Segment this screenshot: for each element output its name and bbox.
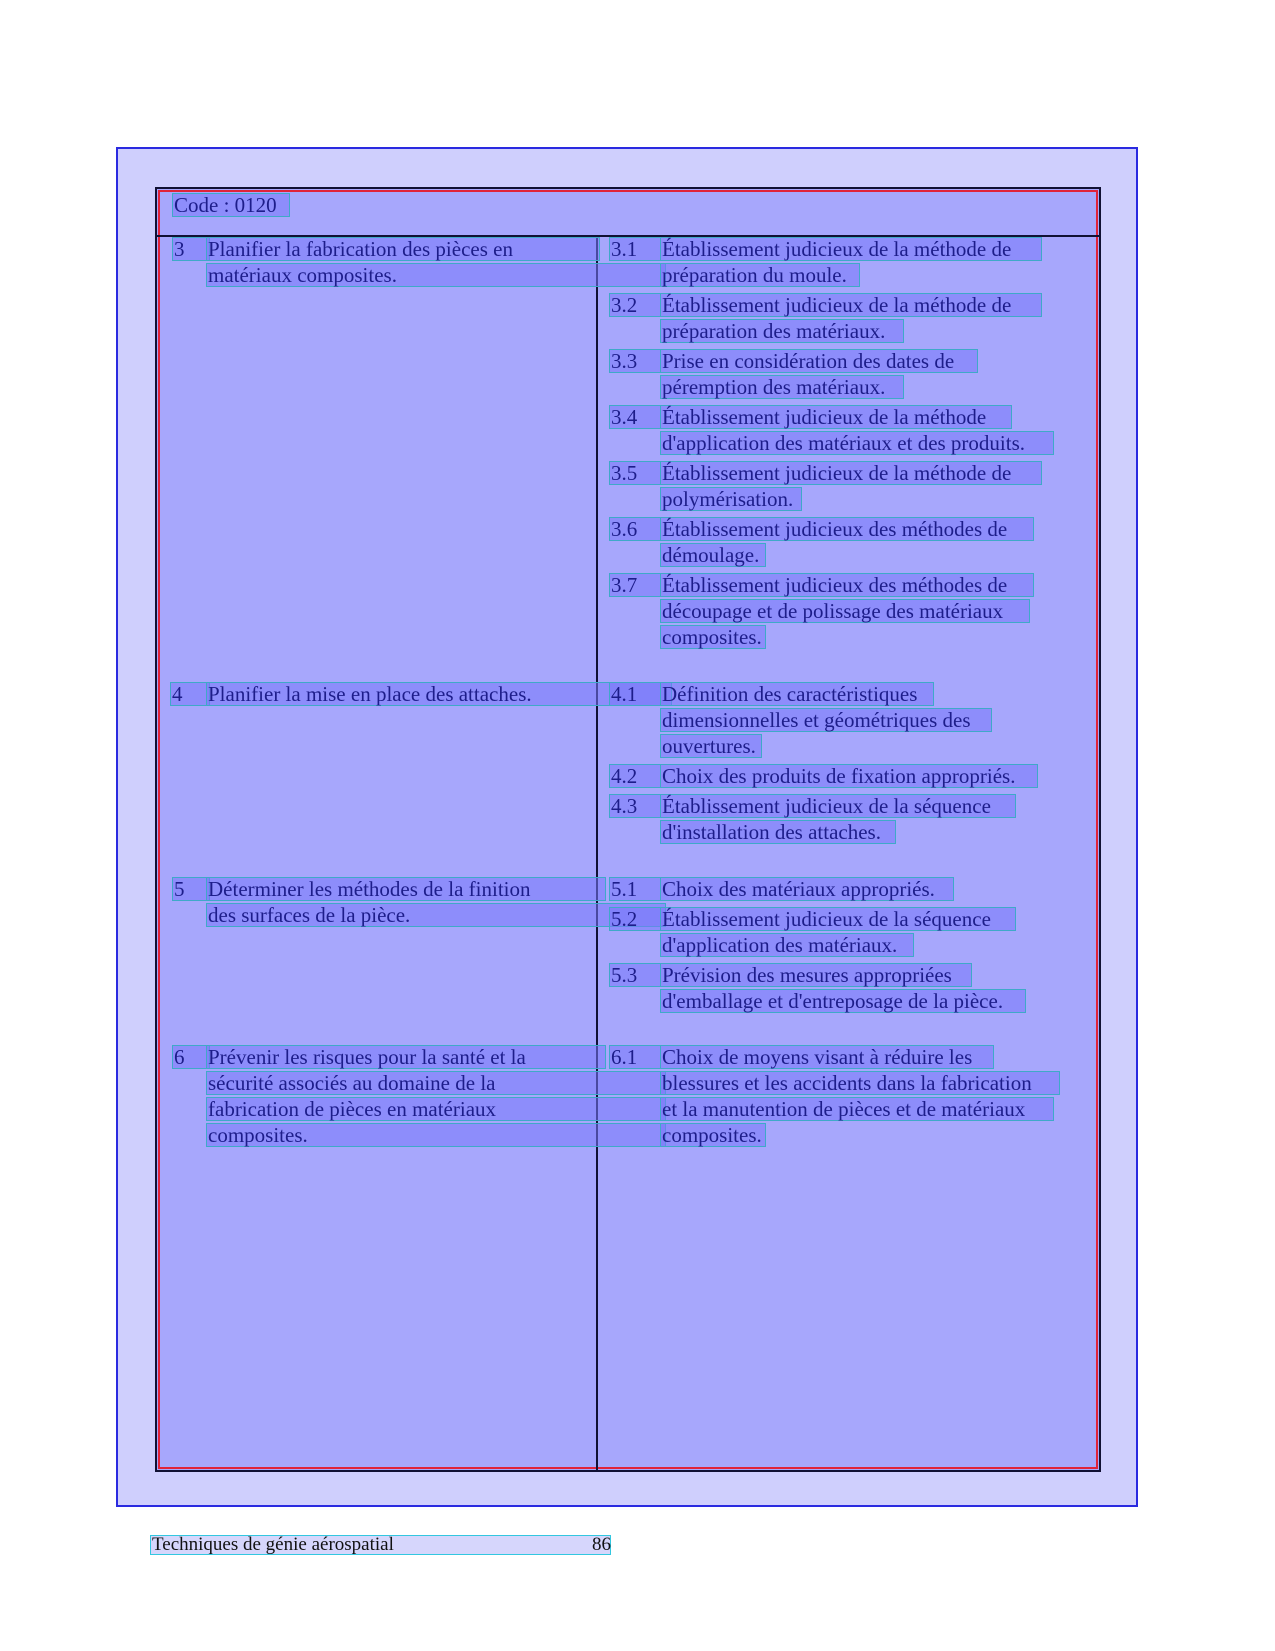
criterion-line: Choix des matériaux appropriés.: [660, 877, 954, 901]
competency-title-line: sécurité associés au domaine de la: [206, 1071, 666, 1095]
criterion-number: 5.3: [609, 963, 661, 987]
criterion-line: d'application des matériaux.: [660, 933, 914, 957]
criterion-line: Établissement judicieux de la méthode de: [660, 293, 1042, 317]
footer-program: Techniques de génie aérospatial: [152, 1534, 394, 1555]
criterion-line: composites.: [660, 1123, 766, 1147]
competency-number: 3: [172, 237, 210, 261]
competency-title-line: Prévenir les risques pour la santé et la: [206, 1045, 606, 1069]
competency-title-line: matériaux composites.: [206, 263, 666, 287]
code-label: Code : 0120: [172, 193, 290, 217]
competency-number: 6: [172, 1045, 210, 1069]
criterion-line: d'emballage et d'entreposage de la pièce.: [660, 989, 1026, 1013]
competency-table: [155, 187, 1101, 1472]
column-divider: [596, 237, 598, 1471]
criterion-number: 3.3: [609, 349, 661, 373]
criterion-number: 3.7: [609, 573, 661, 597]
page-number: 86: [592, 1534, 611, 1555]
criterion-number: 3.5: [609, 461, 661, 485]
criterion-line: Établissement judicieux de la méthode de: [660, 237, 1042, 261]
criterion-line: Prévision des mesures appropriées: [660, 963, 972, 987]
criterion-line: dimensionnelles et géométriques des: [660, 708, 992, 732]
criterion-line: Définition des caractéristiques: [660, 682, 934, 706]
criterion-number: 5.1: [609, 877, 661, 901]
criterion-line: Prise en considération des dates de: [660, 349, 978, 373]
criterion-number: 5.2: [609, 907, 661, 931]
competency-title-line: Planifier la mise en place des attaches.: [206, 682, 672, 706]
criterion-number: 4.1: [609, 682, 661, 706]
criterion-line: Établissement judicieux de la méthode de: [660, 461, 1042, 485]
criterion-line: Choix des produits de fixation appropriés.: [660, 764, 1038, 788]
criterion-number: 3.6: [609, 517, 661, 541]
criterion-line: découpage et de polissage des matériaux: [660, 599, 1030, 623]
criterion-line: et la manutention de pièces et de matériaux: [660, 1097, 1054, 1121]
criterion-line: préparation des matériaux.: [660, 319, 904, 343]
criterion-line: Établissement judicieux de la séquence: [660, 794, 1016, 818]
criterion-line: démoulage.: [660, 543, 766, 567]
competency-number: 4: [170, 682, 210, 706]
criterion-line: blessures et les accidents dans la fabrication: [660, 1071, 1060, 1095]
criterion-number: 4.2: [609, 764, 661, 788]
competency-title-line: composites.: [206, 1123, 666, 1147]
criterion-number: 6.1: [609, 1045, 661, 1069]
criterion-line: Établissement judicieux de la méthode: [660, 405, 1012, 429]
criterion-line: polymérisation.: [660, 487, 802, 511]
criterion-line: ouvertures.: [660, 734, 762, 758]
criterion-line: composites.: [660, 625, 766, 649]
criterion-line: Établissement judicieux des méthodes de: [660, 573, 1034, 597]
criterion-number: 3.4: [609, 405, 661, 429]
competency-title-line: Déterminer les méthodes de la finition: [206, 877, 606, 901]
criterion-number: 3.1: [609, 237, 661, 261]
competency-number: 5: [172, 877, 210, 901]
criterion-number: 3.2: [609, 293, 661, 317]
competency-title-line: fabrication de pièces en matériaux: [206, 1097, 666, 1121]
criterion-line: d'installation des attaches.: [660, 820, 896, 844]
competency-title-line: des surfaces de la pièce.: [206, 903, 666, 927]
criterion-number: 4.3: [609, 794, 661, 818]
criterion-line: Établissement judicieux de la séquence: [660, 907, 1016, 931]
criterion-line: d'application des matériaux et des produits.: [660, 431, 1054, 455]
criterion-line: préparation du moule.: [660, 263, 860, 287]
criterion-line: Établissement judicieux des méthodes de: [660, 517, 1034, 541]
competency-title-line: Planifier la fabrication des pièces en: [206, 237, 600, 261]
criterion-line: Choix de moyens visant à réduire les: [660, 1045, 994, 1069]
criterion-line: péremption des matériaux.: [660, 375, 904, 399]
